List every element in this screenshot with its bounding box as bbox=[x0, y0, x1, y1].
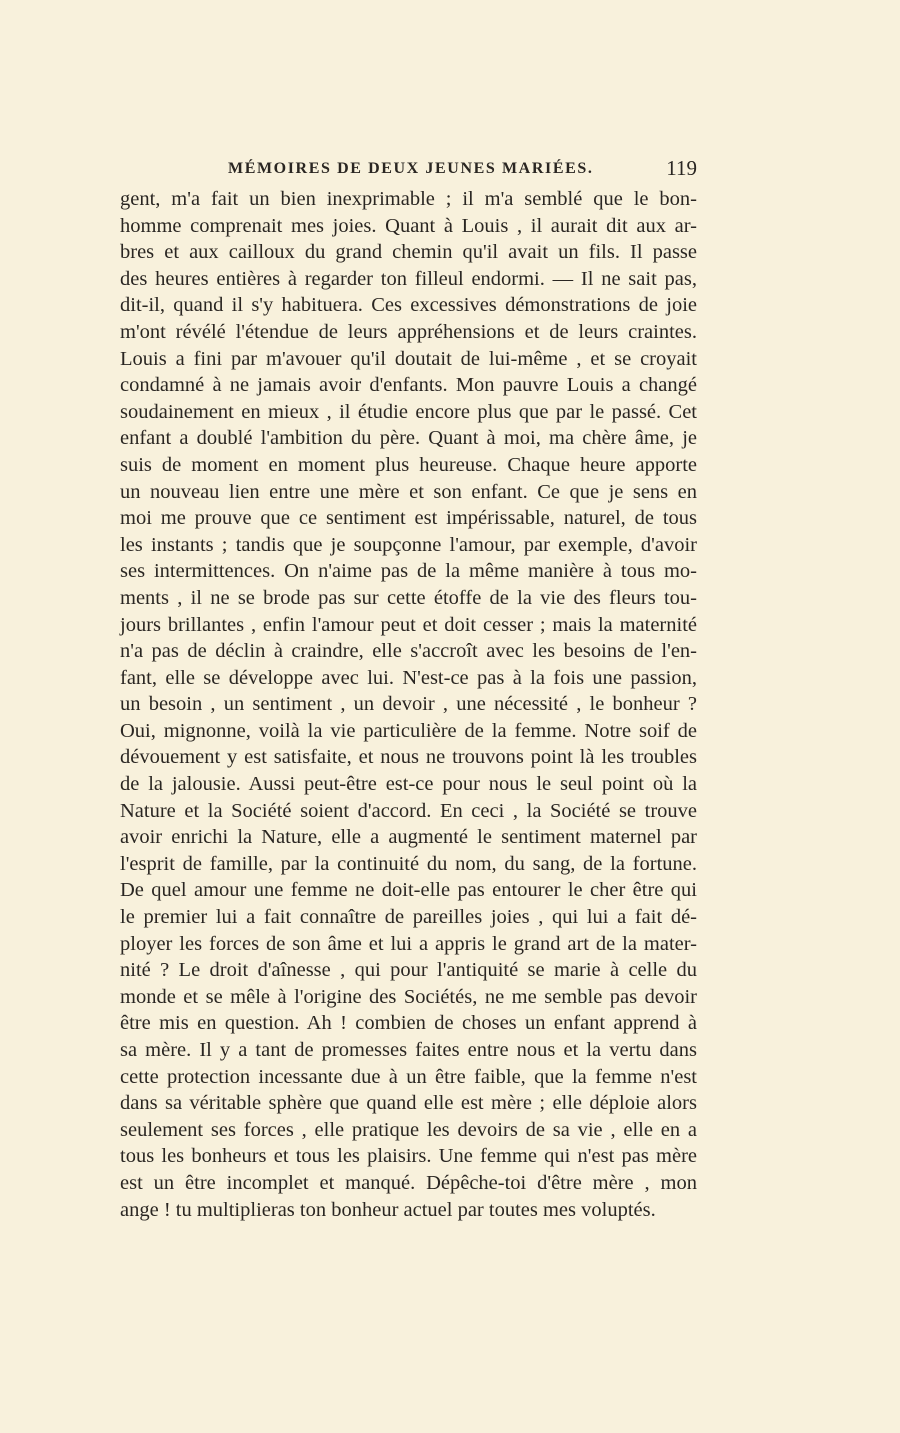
text-line: de la jalousie. Aussi peut-être est-ce pour nous le seul point où la bbox=[120, 773, 697, 796]
text-line: n'a pas de déclin à craindre, elle s'accroît avec les besoins de l'en- bbox=[120, 640, 697, 663]
text-line: Oui, mignonne, voilà la vie particulière de la femme. Notre soif de bbox=[120, 719, 697, 742]
text-line: bres et aux cailloux du grand chemin qu'il avait un fils. Il passe bbox=[120, 241, 697, 264]
text-line: seulement ses forces , elle pratique les devoirs de sa vie , elle en a bbox=[120, 1118, 697, 1141]
running-title: MÉMOIRES DE DEUX JEUNES MARIÉES. bbox=[228, 160, 594, 177]
text-line: suis de moment en moment plus heureuse. Chaque heure apporte bbox=[120, 453, 697, 476]
text-line: être mis en question. Ah ! combien de choses un enfant apprend à bbox=[120, 1012, 697, 1035]
text-line: homme comprenait mes joies. Quant à Louis , il aurait dit aux ar- bbox=[120, 214, 697, 237]
text-line: m'ont révélé l'étendue de leurs appréhensions et de leurs craintes. bbox=[120, 320, 697, 343]
text-line: ployer les forces de son âme et lui a appris le grand art de la mater- bbox=[120, 932, 697, 955]
text-line: De quel amour une femme ne doit-elle pas entourer le cher être qui bbox=[120, 879, 697, 902]
text-line: monde et se mêle à l'origine des Sociétés, ne me semble pas devoir bbox=[120, 985, 697, 1008]
text-line: Louis a fini par m'avouer qu'il doutait de lui-même , et se croyait bbox=[120, 347, 697, 370]
text-line: ments , il ne se brode pas sur cette étoffe de la vie des fleurs tou- bbox=[120, 586, 697, 609]
body-text bbox=[120, 186, 697, 1223]
text-line: gent, m'a fait un bien inexprimable ; il m'a semblé que le bon- bbox=[120, 188, 697, 210]
page-number: 119 bbox=[666, 156, 697, 180]
text-line: les instants ; tandis que je soupçonne l'amour, par exemple, d'avoir bbox=[120, 533, 697, 556]
text-line: un besoin , un sentiment , un devoir , une nécessité , le bonheur ? bbox=[120, 693, 697, 716]
text-line: avoir enrichi la Nature, elle a augmenté le sentiment maternel par bbox=[120, 826, 697, 849]
text-line: jours brillantes , enfin l'amour peut et doit cesser ; mais la maternité bbox=[120, 613, 697, 636]
text-line: le premier lui a fait connaître de pareilles joies , qui lui a fait dé- bbox=[120, 906, 697, 929]
text-line: condamné à ne jamais avoir d'enfants. Mon pauvre Louis a changé bbox=[120, 374, 697, 397]
text-line: des heures entières à regarder ton filleul endormi. — Il ne sait pas, bbox=[120, 267, 697, 290]
text-line: un nouveau lien entre une mère et son enfant. Ce que je sens en bbox=[120, 480, 697, 503]
text-line: est un être incomplet et manqué. Dépêche-toi d'être mère , mon bbox=[120, 1171, 697, 1194]
text-line: tous les bonheurs et tous les plaisirs. Une femme qui n'est pas mère bbox=[120, 1145, 697, 1168]
text-line: Nature et la Société soient d'accord. En ceci , la Société se trouve bbox=[120, 799, 697, 822]
text-line: sa mère. Il y a tant de promesses faites entre nous et la vertu dans bbox=[120, 1039, 697, 1061]
text-line: dans sa véritable sphère que quand elle est mère ; elle déploie alors bbox=[120, 1092, 697, 1115]
text-line: soudainement en mieux , il étudie encore plus que par le passé. Cet bbox=[120, 400, 697, 423]
text-line: enfant a doublé l'ambition du père. Quant à moi, ma chère âme, je bbox=[120, 427, 697, 450]
text-line: dit-il, quand il s'y habituera. Ces excessives démonstrations de joie bbox=[120, 294, 697, 317]
text-line: nité ? Le droit d'aînesse , qui pour l'antiquité se marie à celle du bbox=[120, 959, 697, 982]
text-line: fant, elle se développe avec lui. N'est-ce pas à la fois une passion, bbox=[120, 666, 697, 689]
text-line: moi me prouve que ce sentiment est impérissable, naturel, de tous bbox=[120, 507, 697, 530]
text-line: l'esprit de famille, par la continuité du nom, du sang, de la fortune. bbox=[120, 852, 697, 875]
text-line: ange ! tu multiplieras ton bonheur actuel par toutes mes voluptés. bbox=[120, 1198, 656, 1221]
running-header bbox=[120, 158, 697, 184]
text-line: dévouement y est satisfaite, et nous ne trouvons point là les troubles bbox=[120, 746, 697, 769]
text-line: ses intermittences. On n'aime pas de la même manière à tous mo- bbox=[120, 560, 697, 583]
text-line: cette protection incessante due à un être faible, que la femme n'est bbox=[120, 1065, 697, 1088]
